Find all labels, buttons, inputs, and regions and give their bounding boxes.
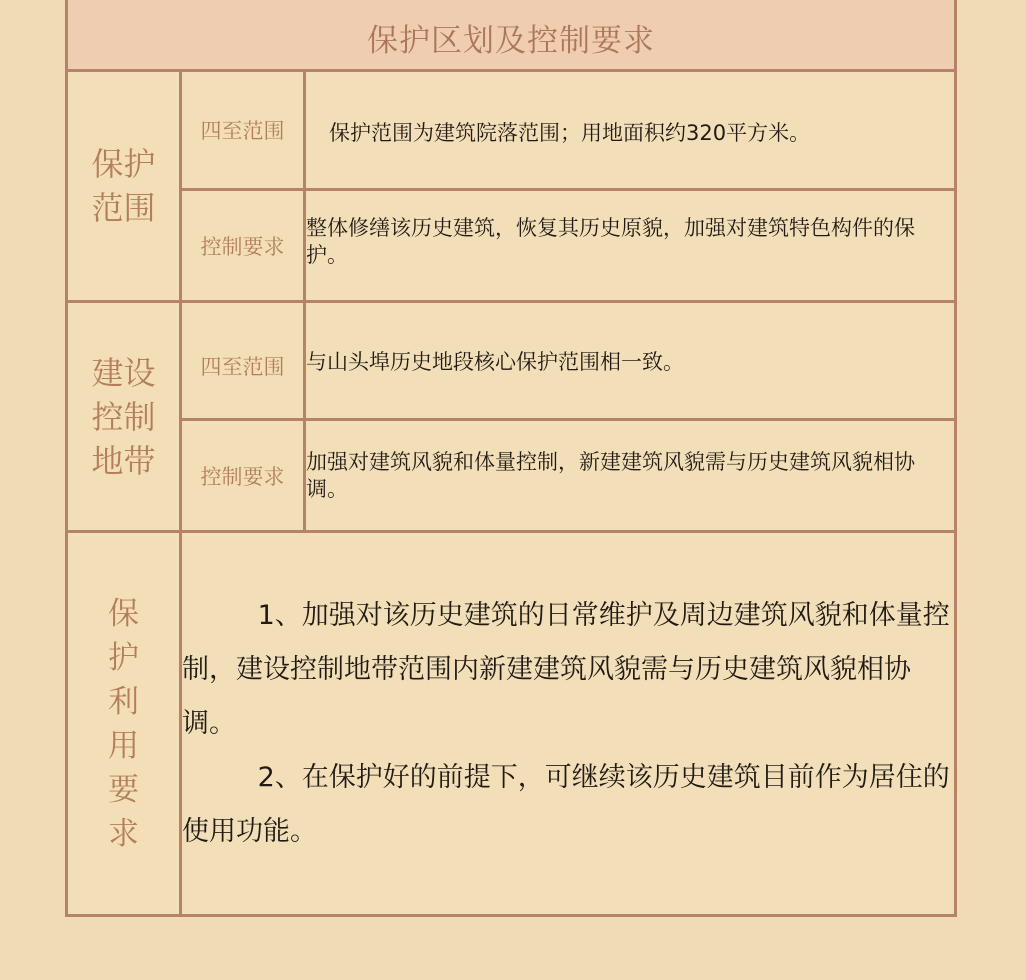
row-text-boundary: 保护范围为建筑院落范围；用地面积约320平方米。: [305, 71, 956, 190]
protection-table: [65, 0, 957, 917]
row-label-control: 控制要求: [181, 420, 305, 532]
group-line: 用: [108, 727, 139, 764]
row-label-boundary: 四至范围: [181, 71, 305, 190]
group-line: 建设: [91, 353, 156, 392]
group-line: 地带: [91, 441, 156, 480]
group-line: 护: [108, 639, 139, 676]
group-line: 利: [108, 683, 139, 720]
group-line: 控制: [91, 397, 156, 436]
table-title: 保护区划及控制要求: [67, 0, 956, 71]
row-label-boundary: 四至范围: [181, 302, 305, 420]
group-utilization-requirements: [67, 532, 181, 916]
row-label-control: 控制要求: [181, 190, 305, 302]
group-line: 保: [108, 595, 139, 632]
group-line: 范围: [91, 189, 156, 227]
row-text-control: 加强对建筑风貌和体量控制，新建建筑风貌需与历史建筑风貌相协调。: [305, 420, 956, 532]
group-construction-control-zone: [67, 302, 181, 532]
group-line: 求: [108, 815, 139, 852]
requirement-paragraph: 2、在保护好的前提下，可继续该历史建筑目前作为居住的使用功能。: [182, 761, 950, 847]
utilization-requirements-content: [181, 532, 956, 916]
requirement-paragraph: 1、加强对该历史建筑的日常维护及周边建筑风貌和体量控制，建设控制地带范围内新建建筑风貌需与历史建筑风貌相协调。: [182, 599, 950, 739]
group-protection-scope: [67, 71, 181, 302]
row-text-control: 整体修缮该历史建筑，恢复其历史原貌，加强对建筑特色构件的保护。: [305, 190, 956, 302]
group-line: 保护: [91, 145, 156, 183]
row-text-boundary: 与山头埠历史地段核心保护范围相一致。: [305, 302, 956, 420]
group-line: 要: [108, 771, 139, 808]
